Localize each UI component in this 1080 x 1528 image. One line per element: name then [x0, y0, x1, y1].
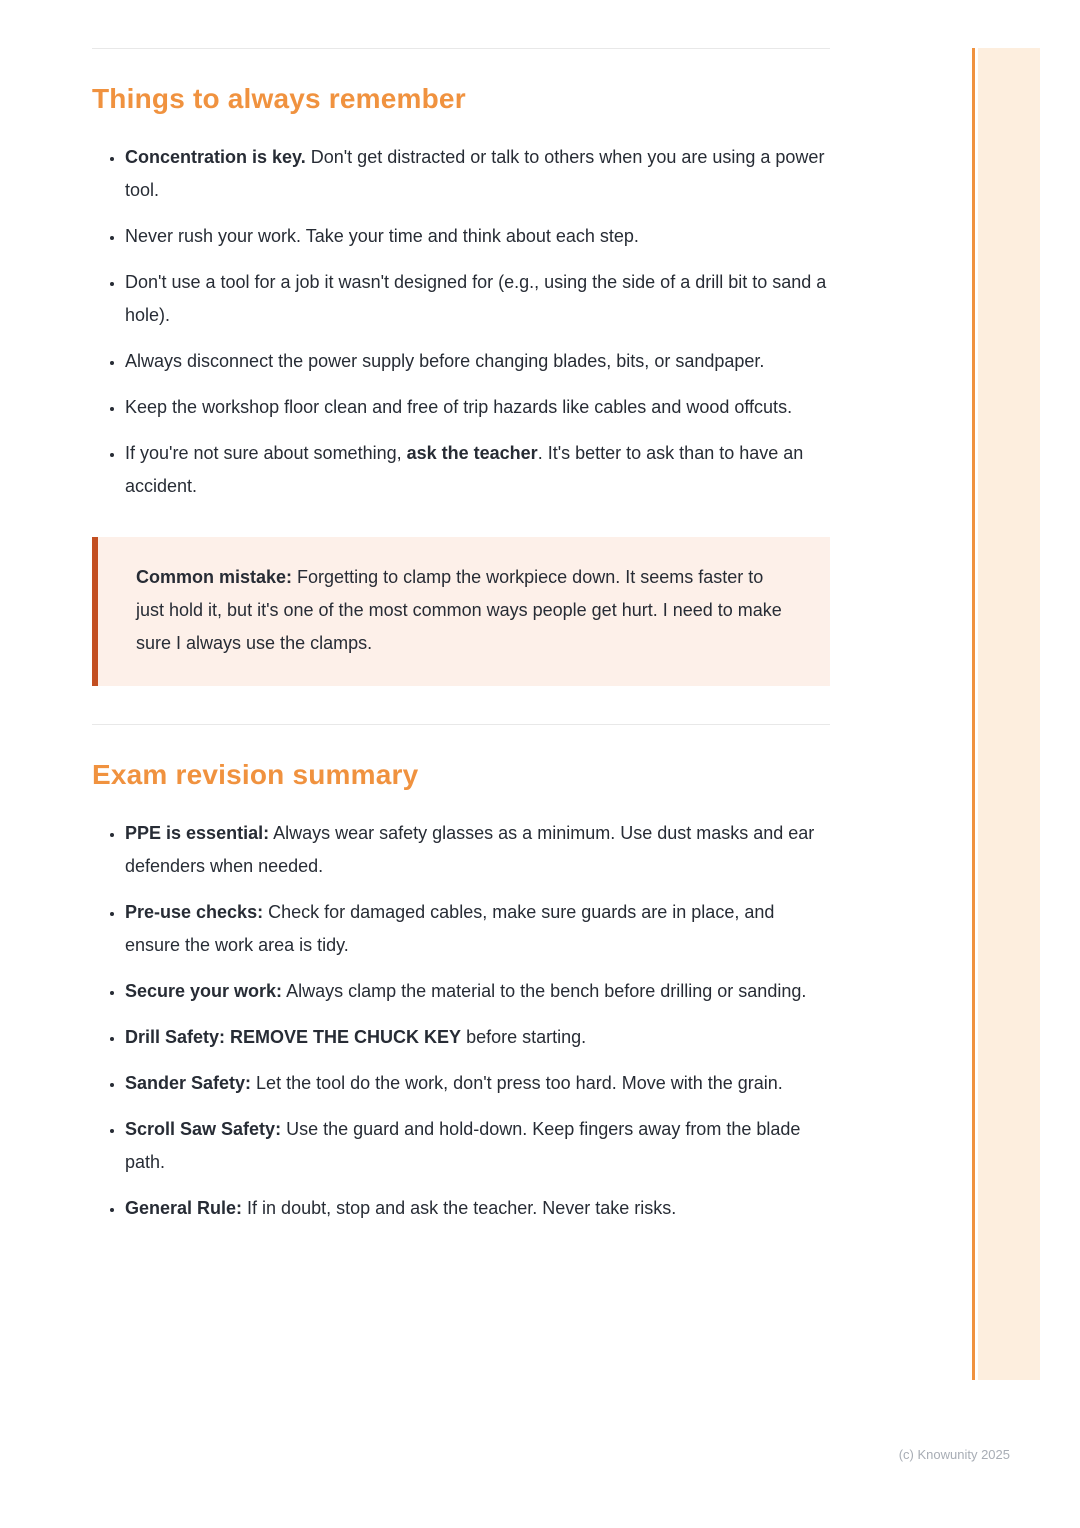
text-run: Always wear safety glasses as a minimum. Use dust masks and ear defenders when needed.: [125, 823, 815, 876]
text-run: Always clamp the material to the bench before drilling or sanding.: [282, 981, 807, 1001]
text-run-bold: Concentration is key.: [125, 147, 306, 167]
list-item: [125, 437, 830, 503]
mid-divider: [92, 724, 830, 725]
text-run-bold: ask the teacher: [406, 443, 538, 463]
top-divider: [92, 48, 830, 49]
callout-label: Common mistake:: [136, 567, 293, 587]
text-run: Use the guard and hold-down. Keep fingers away from the blade path.: [125, 1119, 801, 1172]
text-run: before starting.: [461, 1027, 587, 1047]
list-item: [125, 266, 830, 332]
exam-bullet-list: [92, 817, 830, 1225]
text-run: Don't use a tool for a job it wasn't designed for (e.g., using the side of a drill bit to sand a hole).: [125, 272, 827, 325]
text-run: Let the tool do the work, don't press too hard. Move with the grain.: [251, 1073, 783, 1093]
section-heading-exam-revision: Exam revision summary: [92, 759, 419, 790]
page-edge-band: [978, 48, 1040, 1380]
list-item: [125, 391, 830, 424]
text-run-bold: Scroll Saw Safety:: [125, 1119, 282, 1139]
list-item: [125, 345, 830, 378]
list-item: [125, 1192, 830, 1225]
text-run-bold: PPE is essential:: [125, 823, 270, 843]
list-item: [125, 220, 830, 253]
text-run-bold: General Rule:: [125, 1198, 243, 1218]
list-item: [125, 975, 830, 1008]
list-item: [125, 1113, 830, 1179]
page-edge-accent-line: [972, 48, 975, 1380]
section-heading-things-to-remember: Things to always remember: [92, 83, 466, 114]
list-item: [125, 141, 830, 207]
text-run: Don't get distracted or talk to others when you are using a power tool.: [125, 147, 825, 200]
list-item: [125, 1021, 830, 1054]
callout-body: Forgetting to clamp the workpiece down. It seems faster to just hold it, but it's one of the most common ways people get hurt. I need to make sure I always use the clamps.: [136, 567, 782, 653]
text-run: If you're not sure about something,: [125, 443, 407, 463]
text-run-bold: Sander Safety:: [125, 1073, 252, 1093]
callout-text: [136, 561, 792, 660]
list-item: [125, 817, 830, 883]
list-item: [125, 1067, 830, 1100]
text-run: . It's better to ask than to have an accident.: [125, 443, 804, 496]
text-run-bold: Pre-use checks:: [125, 902, 264, 922]
text-run: Keep the workshop floor clean and free of trip hazards like cables and wood offcuts.: [125, 397, 793, 417]
text-run: If in doubt, stop and ask the teacher. Never take risks.: [242, 1198, 677, 1218]
text-run: Never rush your work. Take your time and think about each step.: [125, 226, 639, 246]
text-run-bold: Drill Safety: REMOVE THE CHUCK KEY: [125, 1027, 462, 1047]
document-content: [92, 48, 830, 1238]
common-mistake-callout: [92, 537, 830, 686]
copyright-footer: (c) Knowunity 2025: [898, 1447, 1010, 1462]
text-run-bold: Secure your work:: [125, 981, 283, 1001]
remember-bullet-list: [92, 141, 830, 503]
text-run: Always disconnect the power supply before changing blades, bits, or sandpaper.: [125, 351, 765, 371]
list-item: [125, 896, 830, 962]
text-run: Check for damaged cables, make sure guards are in place, and ensure the work area is tidy.: [125, 902, 775, 955]
